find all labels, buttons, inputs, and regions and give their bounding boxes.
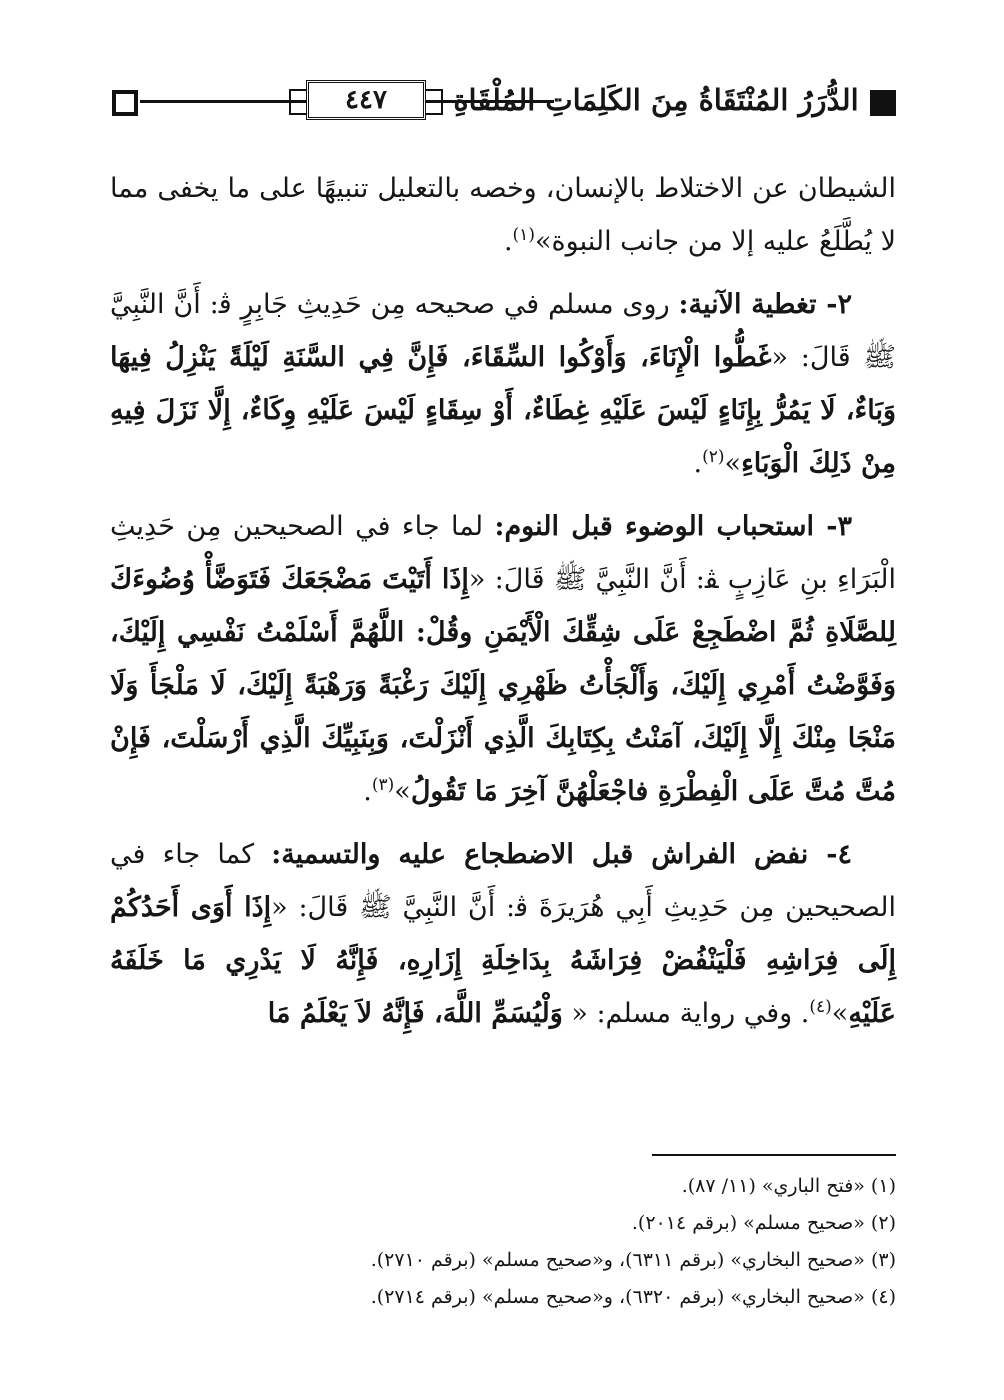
paragraph-1: [110, 162, 896, 268]
section-heading-2: ٢- تغطية الآنية:: [678, 289, 852, 320]
paragraph-4-intro: كما جاء في الصحيحين مِن حَدِيثِ أَبِي هُرَيرَةَ ﭬ: أَنَّ النَّبِيَّ ﷺ قَالَ: «: [110, 839, 897, 923]
book-title: الدُّرَرُ المُنْتَقَاةُ مِنَ الكَلِمَاتِ المُلْقَاةِ: [453, 83, 859, 117]
footnote-2: (٢) «صحيح مسلم» (برقم ٢٠١٤).: [631, 1212, 896, 1234]
footnote-ref-4: (٤): [809, 997, 832, 1017]
footnote-separator: [652, 1154, 896, 1156]
section-heading-4: ٤- نفض الفراش قبل الاضطجاع عليه والتسمية:: [271, 839, 852, 870]
footnote-1: (١) «فتح الباري» (١١/ ٨٧).: [681, 1175, 896, 1197]
quote-close-4: »: [831, 998, 849, 1029]
hadith-2: غَطُّوا الْإِنَاءَ، وَأَوْكُوا السِّقَاءَ، فَإِنَّ فِي السَّنَةِ لَيْلَةً يَنْزِلُ فِيهَا وَبَاءٌ، لَا يَمُرُّ بِإِنَاءٍ لَيْسَ عَلَيْهِ غِطَاءٌ، أَوْ سِقَاءٍ لَيْسَ عَلَيْهِ وِكَاءٌ، إِلَّا نَزَلَ فِيهِ مِنْ ذَلِكَ الْوَبَاءِ: [110, 342, 896, 479]
footnote-ref-2: (٢): [702, 447, 725, 467]
header-end-square-right: [870, 90, 896, 116]
footnotes: [110, 1168, 896, 1316]
footnote-ref-1: (١): [512, 225, 535, 245]
hadith-3: إِذَا أَتَيْتَ مَضْجَعَكَ فَتَوَضَّأْ وُضُوءَكَ لِلصَّلَاةِ ثُمَّ اضْطَجِعْ عَلَى شِقِّكَ الْأَيْمَنِ وقُلْ: اللَّهُمَّ أَسْلَمْتُ نَفْسِي إِلَيْكَ، وَفَوَّضْتُ أَمْرِي إِلَيْكَ، وَأَلْجَأْتُ ظَهْرِي إِلَيْكَ رَغْبَةً وَرَهْبَةً إِلَيْكَ، لَا مَلْجَأَ وَلَا مَنْجَا مِنْكَ إِلَّا إِلَيْكَ، آمَنْتُ بِكِتَابِكَ الَّذِي أَنْزَلْتَ، وَبِنَبِيِّكَ الَّذِي أَرْسَلْتَ، فَإِنْ مُتَّ مُتَّ عَلَى الْفِطْرَةِ فاجْعَلْهُنَّ آخِرَ مَا تَقُولُ: [110, 564, 896, 807]
quote-close-2: »: [724, 448, 742, 479]
paragraph-1-end: .: [503, 226, 513, 257]
paragraph-2-intro: روى مسلم في صحيحه مِن حَدِيثِ جَابِرٍ ﭬ: أَنَّ النَّبِيَّ ﷺ قَالَ: «: [110, 289, 896, 373]
paragraph-4: [110, 828, 896, 1040]
section-heading-3: ٣- استحباب الوضوء قبل النوم:: [494, 511, 852, 542]
footnote-3: (٣) «صحيح البخاري» (برقم ٦٣١١)، و«صحيح مسلم» (برقم ٢٧١٠).: [370, 1249, 896, 1271]
header-rule-left: [140, 100, 306, 103]
paragraph-3-intro: لما جاء في الصحيحين مِن حَدِيثِ الْبَرَاءِ بنِ عَازِبٍ ﭭ: أَنَّ النَّبِيَّ ﷺ قَالَ: «: [110, 511, 896, 595]
header-end-square-left: [112, 90, 138, 116]
paragraph-2: [110, 278, 896, 490]
paragraph-3: [110, 500, 896, 818]
hadith-4: إِذَا أَوَى أَحَدُكُمْ إِلَى فِرَاشِهِ فَلْيَنْفُضْ فِرَاشَهُ بِدَاخِلَةِ إِزَارِهِ، فَإِنَّهُ لَا يَدْرِي مَا خَلَفَهُ عَلَيْهِ: [110, 892, 896, 1029]
page-number: ٤٤٧: [306, 80, 426, 120]
paragraph-3-end: .: [363, 776, 372, 807]
hadith-4-muslim: وَلْيُسَمِّ اللَّهَ، فَإِنَّهُ لاَ يَعْلَمُ مَا: [267, 998, 563, 1029]
paragraph-2-end: .: [693, 448, 703, 479]
quote-close-3: »: [394, 776, 411, 807]
page-header: [112, 78, 896, 126]
paragraph-4-mid: . وفي رواية مسلم: «: [562, 998, 810, 1029]
footnote-4: (٤) «صحيح البخاري» (برقم ٦٣٢٠)، و«صحيح مسلم» (برقم ٢٧١٤).: [370, 1286, 896, 1308]
paragraph-1-text: الشيطان عن الاختلاط بالإنسان، وخصه بالتعليل تنبيهًا على ما يخفى مما لا يُطَّلَعُ عليه إلا من جانب النبوة»: [110, 173, 896, 257]
footnote-ref-3: (٣): [371, 775, 395, 795]
main-text: [110, 162, 896, 1050]
